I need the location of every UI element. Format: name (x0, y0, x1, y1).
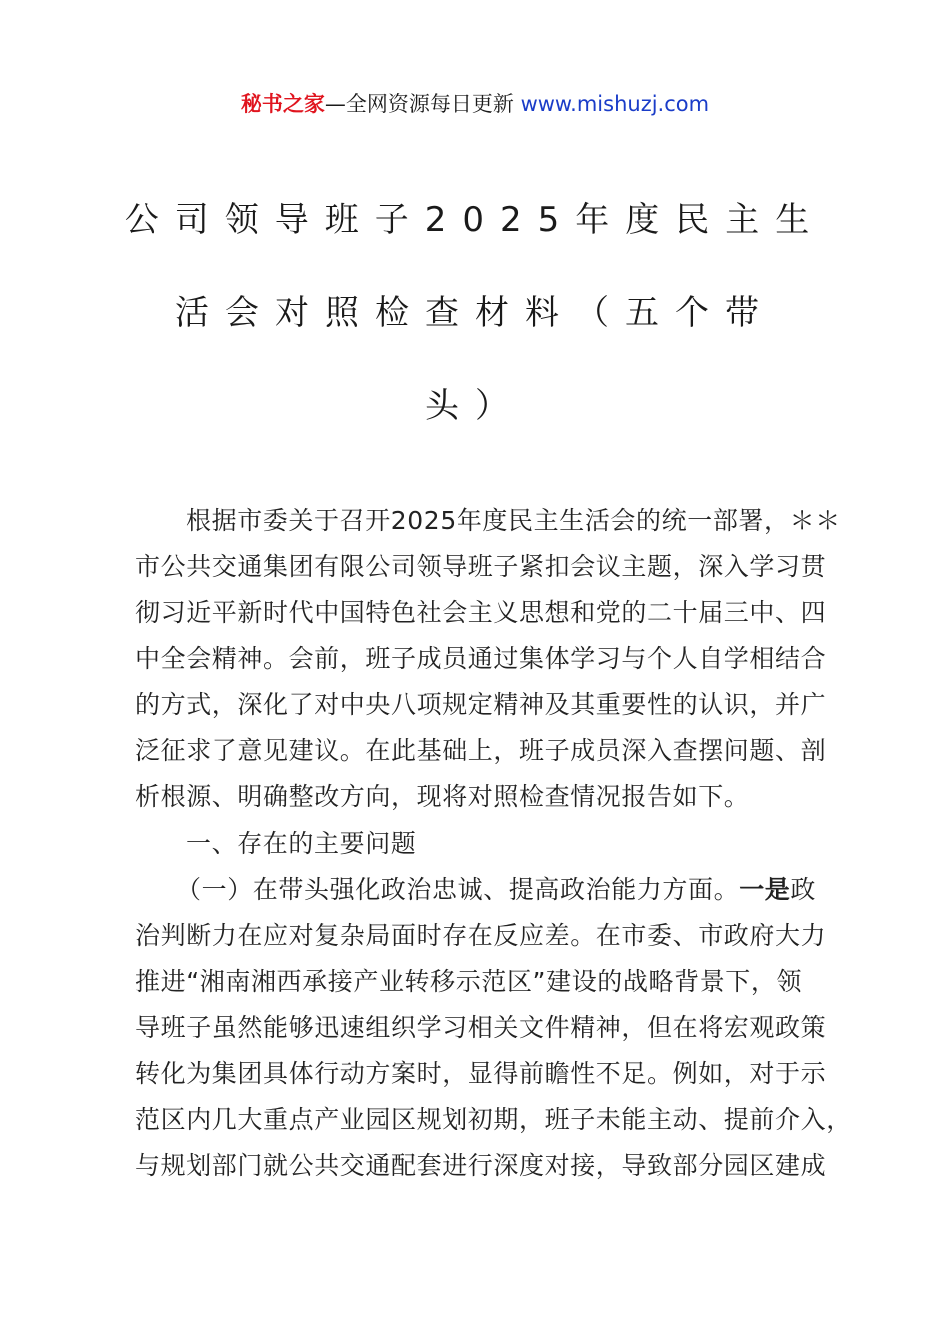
body-line: 与规划部门就公共交通配套进行深度对接，导致部分园区建成 (135, 1151, 827, 1180)
body-line: 治判断力在应对复杂局面时存在反应差。在市委、市政府大力 (135, 921, 827, 950)
title-line-2: 活会对照检查材料（五个带 (175, 293, 775, 333)
site-header (0, 88, 950, 118)
body-line: 范区内几大重点产业园区规划初期，班子未能主动、提前介入， (135, 1105, 852, 1134)
body-line: 的方式，深化了对中央八项规定精神及其重要性的认识，并广 (135, 690, 827, 719)
section-heading: 一、存在的主要问题 (186, 829, 417, 858)
subsection-heading-line (176, 870, 816, 906)
body-line: 根据市委关于召开2025年度民主生活会的统一部署，＊＊ (186, 506, 841, 535)
header-tagline: —全网资源每日更新 (324, 92, 521, 116)
line-tail: 政 (790, 875, 817, 904)
body-line: 推进“湘南湘西承接产业转移示范区”建设的战略背景下，领 (135, 967, 803, 996)
subsection-heading: （一）在带头强化政治忠诚、提高政治能力方面。 (176, 875, 740, 904)
body-line: 泛征求了意见建议。在此基础上，班子成员深入查摆问题、剖 (135, 736, 827, 765)
body-line: 导班子虽然能够迅速组织学习相关文件精神，但在将宏观政策 (135, 1013, 827, 1042)
brand-name: 秘书之家 (240, 92, 325, 116)
title-line-3: 头） (425, 386, 525, 426)
body-line: 市公共交通集团有限公司领导班子紧扣会议主题，深入学习贯 (135, 552, 827, 581)
body-line: 析根源、明确整改方向，现将对照检查情况报告如下。 (135, 782, 750, 811)
title-line-1: 公司领导班子2025年度民主生 (124, 200, 826, 240)
body-line: 中全会精神。会前，班子成员通过集体学习与个人自学相结合 (135, 644, 827, 673)
site-url-link[interactable]: www.mishuzj.com (520, 92, 710, 116)
bold-lead: 一是 (739, 875, 791, 904)
body-line: 彻习近平新时代中国特色社会主义思想和党的二十届三中、四 (135, 598, 827, 627)
body-line: 转化为集团具体行动方案时，显得前瞻性不足。例如，对于示 (135, 1059, 827, 1088)
